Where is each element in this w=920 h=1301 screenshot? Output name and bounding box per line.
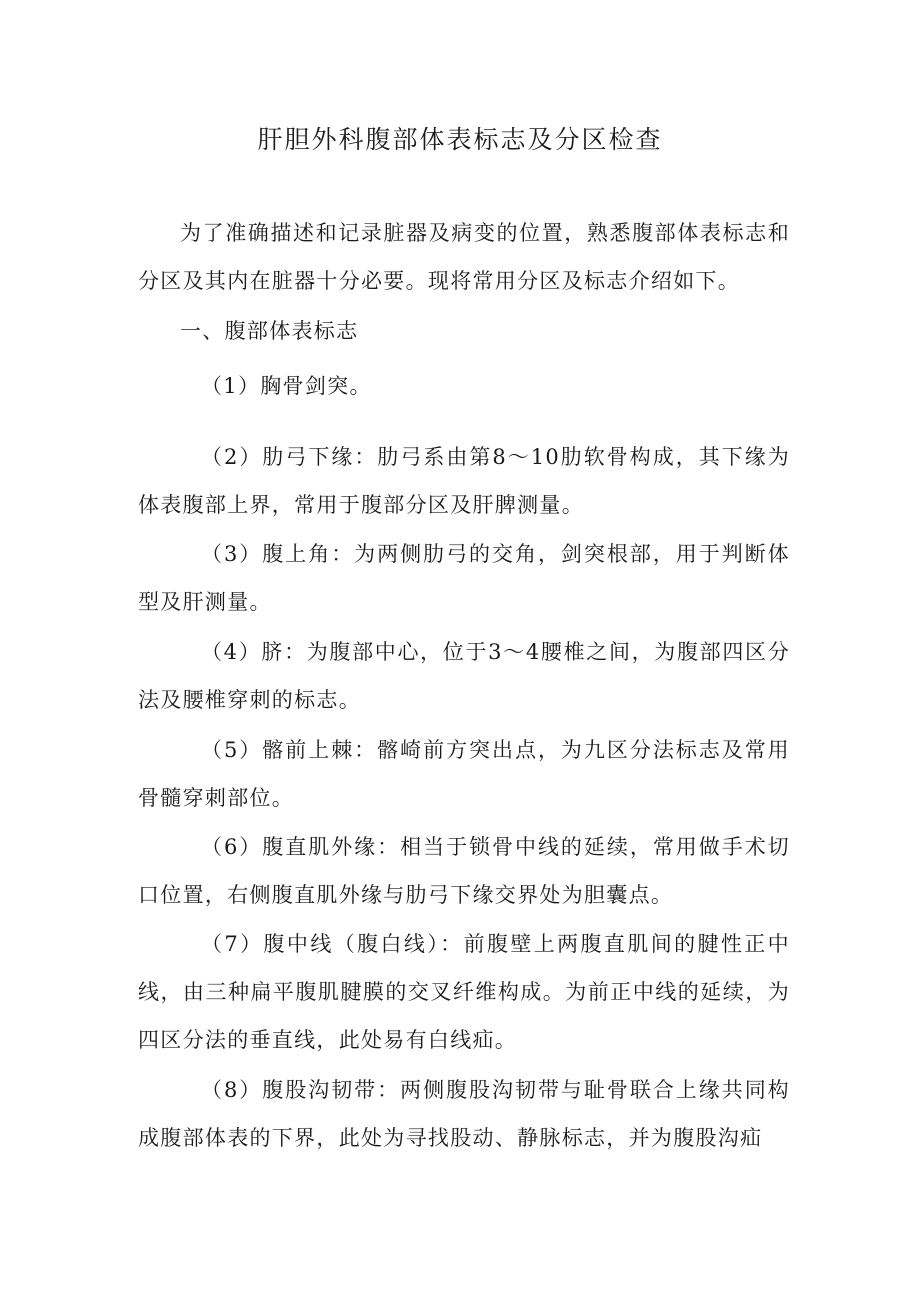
list-item: （1）胸骨剑突。 [201, 374, 372, 398]
list-item: （5）髂前上棘：髂崎前方突出点，为九区分法标志及常用骨髓穿刺部位。 [138, 738, 790, 810]
list-item: （6）腹直肌外缘：相当于锁骨中线的延续，常用做手术切口位置，右侧腹直肌外缘与肋弓下缘交界处为胆囊点。 [138, 835, 790, 907]
section-heading: 一、腹部体表标志 [180, 319, 359, 343]
list-item: （7）腹中线（腹白线）：前腹壁上两腹直肌间的腱性正中线，由三种扁平腹肌腱膜的交叉纤维构成。为前正中线的延续，为四区分法的垂直线，此处易有白线疝。 [138, 932, 790, 1052]
list-item: （8）腹股沟韧带：两侧腹股沟韧带与耻骨联合上缘共同构成腹部体表的下界，此处为寻找股动、静脉标志，并为腹股沟疝 [138, 1078, 790, 1150]
intro-paragraph: 为了准确描述和记录脏器及病变的位置，熟悉腹部体表标志和分区及其内在脏器十分必要。现将常用分区及标志介绍如下。 [138, 221, 790, 293]
list-item: （2）肋弓下缘：肋弓系由第8～10肋软骨构成，其下缘为体表腹部上界，常用于腹部分区及肝脾测量。 [138, 445, 790, 517]
list-item: （4）脐：为腹部中心，位于3～4腰椎之间，为腹部四区分法及腰椎穿刺的标志。 [138, 640, 790, 712]
list-item: （3）腹上角：为两侧肋弓的交角，剑突根部，用于判断体型及肝测量。 [138, 542, 790, 614]
page-title: 肝胆外科腹部体表标志及分区检查 [257, 125, 663, 154]
